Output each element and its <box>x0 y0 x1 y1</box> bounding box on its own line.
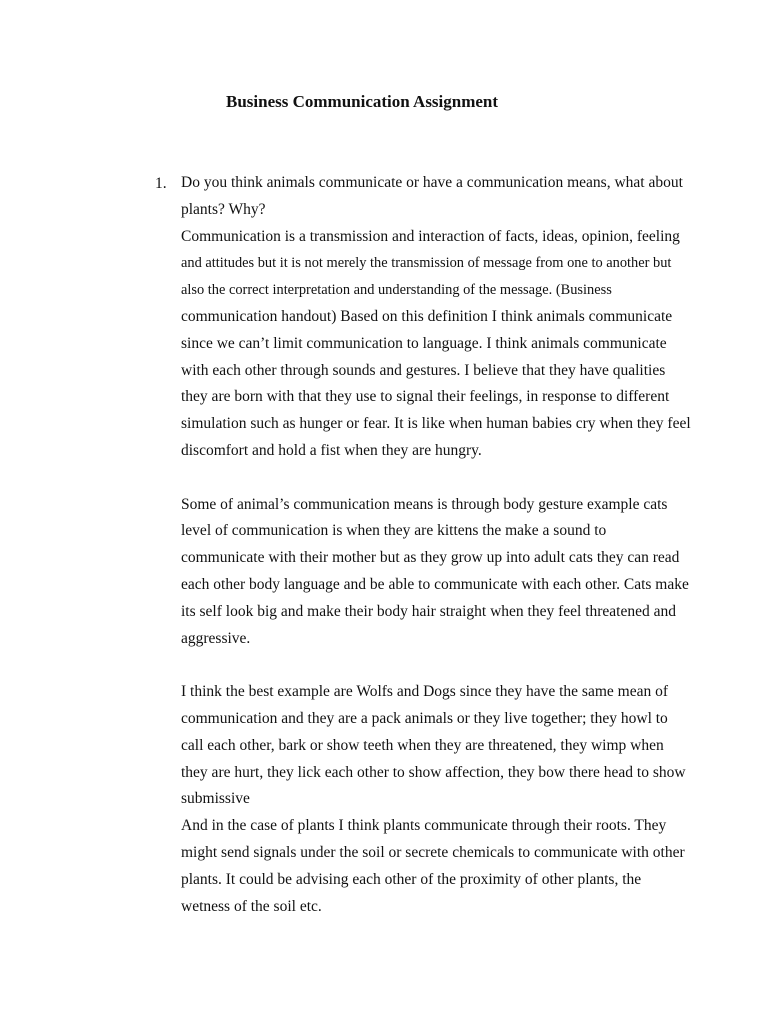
paragraph-1-line: with each other through sounds and gestures. I believe that they have qualities <box>181 361 666 379</box>
paragraph-3-line: plants. It could be advising each other of the proximity of other plants, the <box>181 870 642 888</box>
paragraph-2-line: level of communication is when they are kittens the make a sound to <box>181 522 607 540</box>
paragraph-3-line: wetness of the soil etc. <box>181 897 322 915</box>
document-title: Business Communication Assignment <box>226 92 499 111</box>
paragraph-gap <box>181 652 701 679</box>
paragraph-1-line: since we can’t limit communication to language. I think animals communicate <box>181 334 667 352</box>
answer-body <box>181 170 701 920</box>
paragraph-2-line: Some of animal’s communication means is through body gesture example cats <box>181 495 668 513</box>
paragraph-3-line: I think the best example are Wolfs and Dogs since they have the same mean of <box>181 683 668 701</box>
paragraph-1-line: they are born with that they use to signal their feelings, in response to different <box>181 388 670 406</box>
paragraph-1-line: simulation such as hunger or fear. It is like when human babies cry when they feel <box>181 415 691 433</box>
paragraph-3-line: call each other, bark or show teeth when they are threatened, they wimp when <box>181 736 664 754</box>
paragraph-2-line: each other body language and be able to communicate with each other. Cats make <box>181 575 689 593</box>
paragraph-3-line: And in the case of plants I think plants communicate through their roots. They <box>181 817 667 835</box>
paragraph-1-line: also the correct interpretation and understanding of the message. (Business <box>181 282 612 299</box>
paragraph-2-line: its self look big and make their body hair straight when they feel threatened and <box>181 602 676 620</box>
paragraph-2-line: communicate with their mother but as they grow up into adult cats they can read <box>181 549 680 567</box>
paragraph-gap <box>181 465 701 492</box>
paragraph-1-line: and attitudes but it is not merely the transmission of message from one to another but <box>181 255 672 272</box>
paragraph-1-line: Communication is a transmission and interaction of facts, ideas, opinion, feeling <box>181 227 680 245</box>
paragraph-3-line: they are hurt, they lick each other to show affection, they bow there head to show <box>181 763 686 781</box>
paragraph-3-line: might send signals under the soil or secrete chemicals to communicate with other <box>181 843 685 861</box>
paragraph-1-line: discomfort and hold a fist when they are hungry. <box>181 441 482 459</box>
paragraph-2-line: aggressive. <box>181 629 251 647</box>
paragraph-3-line: communication and they are a pack animals or they live together; they howl to <box>181 709 668 727</box>
question-line: Do you think animals communicate or have a communication means, what about <box>181 174 683 191</box>
paragraph-3-line: submissive <box>181 790 250 808</box>
question-number: 1. <box>155 175 167 192</box>
question-line: plants? Why? <box>181 200 266 218</box>
paragraph-1-line: communication handout) Based on this definition I think animals communicate <box>181 307 673 325</box>
